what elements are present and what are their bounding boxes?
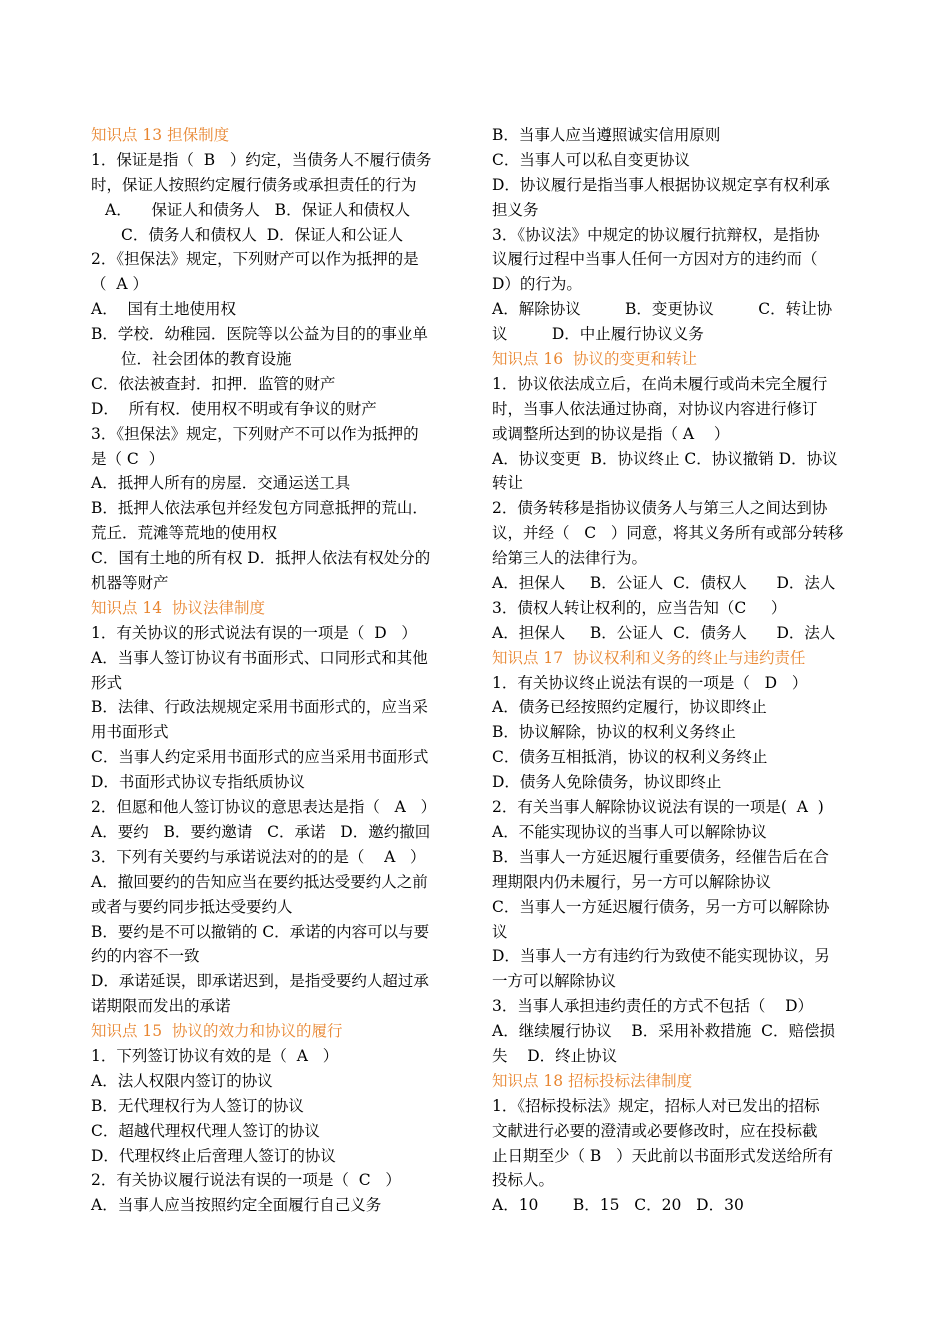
- text-line: D）的行为。: [492, 275, 582, 294]
- text-line: B．当事人一方延迟履行重要债务，经催告后在合: [492, 847, 829, 866]
- text-line: 失 D．终止协议: [492, 1046, 618, 1065]
- text-line: 3．当事人承担违约责任的方式不包括（ D）: [492, 997, 813, 1016]
- text-line: 2．有关当事人解除协议说法有误的一项是( A ): [492, 798, 824, 817]
- text-line: D．当事人一方有违约行为致使不能实现协议，另: [492, 947, 830, 966]
- text-line: 1．保证是指（ B ）约定，当债务人不履行债务: [91, 150, 432, 169]
- text-line: A．担保人 B．公证人 C．债权人 D．法人: [492, 574, 836, 593]
- text-line: A．10 B．15 C．20 D．30: [492, 1196, 744, 1215]
- text-line: 1．下列签订协议有效的是（ A ）: [91, 1046, 339, 1065]
- text-line: 机器等财产: [91, 574, 169, 593]
- text-line: D．承诺延误，即承诺迟到，是指受要约人超过承: [91, 972, 429, 991]
- text-line: B．法律、行政法规规定采用书面形式的，应当采: [91, 698, 428, 717]
- text-line: A．担保人 B．公证人 C．债务人 D．法人: [492, 623, 836, 642]
- text-line: 议，并经（ C ）同意，将其义务所有或部分转移: [492, 524, 844, 543]
- text-line: 3．《协议法》中规定的协议履行抗辩权，是指协: [492, 225, 820, 244]
- text-line: A．当事人应当按照约定全面履行自己义务: [91, 1196, 382, 1215]
- left-column: [91, 123, 461, 1218]
- section-heading: 知识点 17 协议权利和义务的终止与违约责任: [492, 648, 806, 667]
- text-line: C．债务互相抵消，协议的权利义务终止: [492, 748, 768, 767]
- text-line: 担义务: [492, 200, 539, 219]
- section-heading: 知识点 15 协议的效力和协议的履行: [91, 1022, 343, 1041]
- section-heading: 知识点 16 协议的变更和转让: [492, 350, 698, 369]
- text-line: 投标人。: [492, 1171, 555, 1190]
- text-line: 3．下列有关要约与承诺说法对的的是（ A ）: [91, 847, 426, 866]
- text-line: A．要约 B．要约邀请 C．承诺 D．邀约撤回: [91, 822, 431, 841]
- text-line: D．代理权终止后啻理人签订的协议: [91, 1146, 336, 1165]
- text-line: C．依法被查封．扣押．监管的财产: [91, 374, 336, 393]
- text-line: A．抵押人所有的房屋．交通运送工具: [91, 474, 351, 493]
- text-line: 止日期至少（ B ）天此前以书面形式发送给所有: [492, 1146, 834, 1165]
- text-line: B．学校．幼稚园．医院等以公益为目的的事业单: [91, 325, 428, 344]
- text-line: D．书面形式协议专指纸质协议: [91, 773, 305, 792]
- text-line: A． 保证人和债务人 B．保证人和债权人: [105, 200, 411, 219]
- text-line: A．继续履行协议 B．采用补救措施 C．赔偿损: [492, 1022, 836, 1041]
- text-line: 1．有关协议终止说法有误的一项是（ D ）: [492, 673, 808, 692]
- text-line: C．当事人一方延迟履行债务，另一方可以解除协: [492, 897, 830, 916]
- text-line: 1．《招标投标法》规定，招标人对已发出的招标: [492, 1096, 820, 1115]
- section-heading: 知识点 14 协议法律制度: [91, 598, 266, 617]
- text-line: 文献进行必要的澄清或必要修改时，应在投标截: [492, 1121, 818, 1140]
- text-line: A．当事人签订协议有书面形式、口同形式和其他: [91, 648, 428, 667]
- text-line: A．协议变更 B．协议终止 C．协议撤销 D．协议: [492, 449, 838, 468]
- text-line: C．债务人和债权人 D．保证人和公证人: [121, 225, 404, 244]
- text-line: 2．债务转移是指协议债务人与第三人之间达到协: [492, 499, 828, 518]
- text-line: C．超越代理权代理人签订的协议: [91, 1121, 320, 1140]
- text-line: 荒丘．荒滩等荒地的使用权: [91, 524, 278, 543]
- text-line: 用书面形式: [91, 723, 169, 742]
- text-line: A． 国有土地使用权: [91, 300, 237, 319]
- text-line: 2．但愿和他人签订协议的意思表达是指（ A ）: [91, 798, 437, 817]
- text-line: A．法人权限内签订的协议: [91, 1071, 273, 1090]
- text-line: 时，当事人依法通过协商，对协议内容进行修订: [492, 399, 818, 418]
- text-line: 1．协议依法成立后，在尚未履行或尚未完全履行: [492, 374, 828, 393]
- text-line: B．抵押人依法承包并经发包方同意抵押的荒山．: [91, 499, 428, 518]
- right-column: [492, 123, 862, 1218]
- text-line: A．不能实现协议的当事人可以解除协议: [492, 822, 767, 841]
- text-line: 3．《担保法》规定，下列财产不可以作为抵押的: [91, 424, 419, 443]
- text-line: 是（ C ）: [91, 449, 165, 468]
- section-heading: 知识点 13 担保制度: [91, 126, 230, 144]
- text-line: A．债务已经按照约定履行，协议即终止: [492, 698, 767, 717]
- text-line: B．当事人应当遵照诚实信用原则: [492, 126, 721, 144]
- text-line: A．撤回要约的告知应当在要约抵达受要约人之前: [91, 872, 428, 891]
- text-line: C．国有土地的所有权 D．抵押人依法有权处分的: [91, 549, 431, 568]
- text-line: 理期限内仍未履行，另一方可以解除协议: [492, 872, 772, 891]
- text-line: D． 所有权．使用权不明或有争议的财产: [91, 399, 377, 418]
- text-line: 1．有关协议的形式说法有误的一项是（ D ）: [91, 623, 417, 642]
- text-line: D．债务人免除债务，协议即终止: [492, 773, 722, 792]
- text-line: （ A ）: [91, 275, 148, 294]
- text-line: 3．债权人转让权利的，应当告知（C ）: [492, 598, 787, 617]
- text-line: A．解除协议 B．变更协议 C．转让协: [492, 300, 833, 319]
- text-line: 约的内容不一致: [91, 947, 200, 966]
- text-line: 转让: [492, 474, 524, 493]
- text-line: D．协议履行是指当事人根据协议规定享有权利承: [492, 175, 830, 194]
- text-line: 议 D．中止履行协议义务: [492, 325, 704, 344]
- text-line: 位．社会团体的教育设施: [121, 350, 292, 369]
- text-line: 2．《担保法》规定，下列财产可以作为抵押的是: [91, 250, 419, 269]
- text-line: C．当事人可以私自变更协议: [492, 150, 690, 169]
- text-line: B．要约是不可以撤销的 C．承诺的内容可以与要: [91, 922, 430, 941]
- text-line: 议: [492, 922, 508, 941]
- text-line: B．无代理权行为人签订的协议: [91, 1096, 304, 1115]
- text-line: 一方可以解除协议: [492, 972, 617, 991]
- section-heading: 知识点 18 招标投标法律制度: [492, 1071, 693, 1090]
- text-line: 形式: [91, 673, 123, 692]
- text-line: 或调整所达到的协议是指（ A ）: [492, 424, 730, 443]
- text-line: 时，保证人按照约定履行债务或承担责任的行为: [91, 175, 417, 194]
- text-line: B．协议解除，协议的权利义务终止: [492, 723, 736, 742]
- text-line: 议履行过程中当事人任何一方因对方的违约而（: [492, 250, 818, 269]
- text-line: 2．有关协议履行说法有误的一项是（ C ）: [91, 1171, 401, 1190]
- text-line: 给第三人的法律行为。: [492, 549, 648, 568]
- text-line: 诺期限而发出的承诺: [91, 997, 231, 1016]
- text-line: 或者与要约同步抵达受要约人: [91, 897, 293, 916]
- text-line: C．当事人约定采用书面形式的应当采用书面形式: [91, 748, 429, 767]
